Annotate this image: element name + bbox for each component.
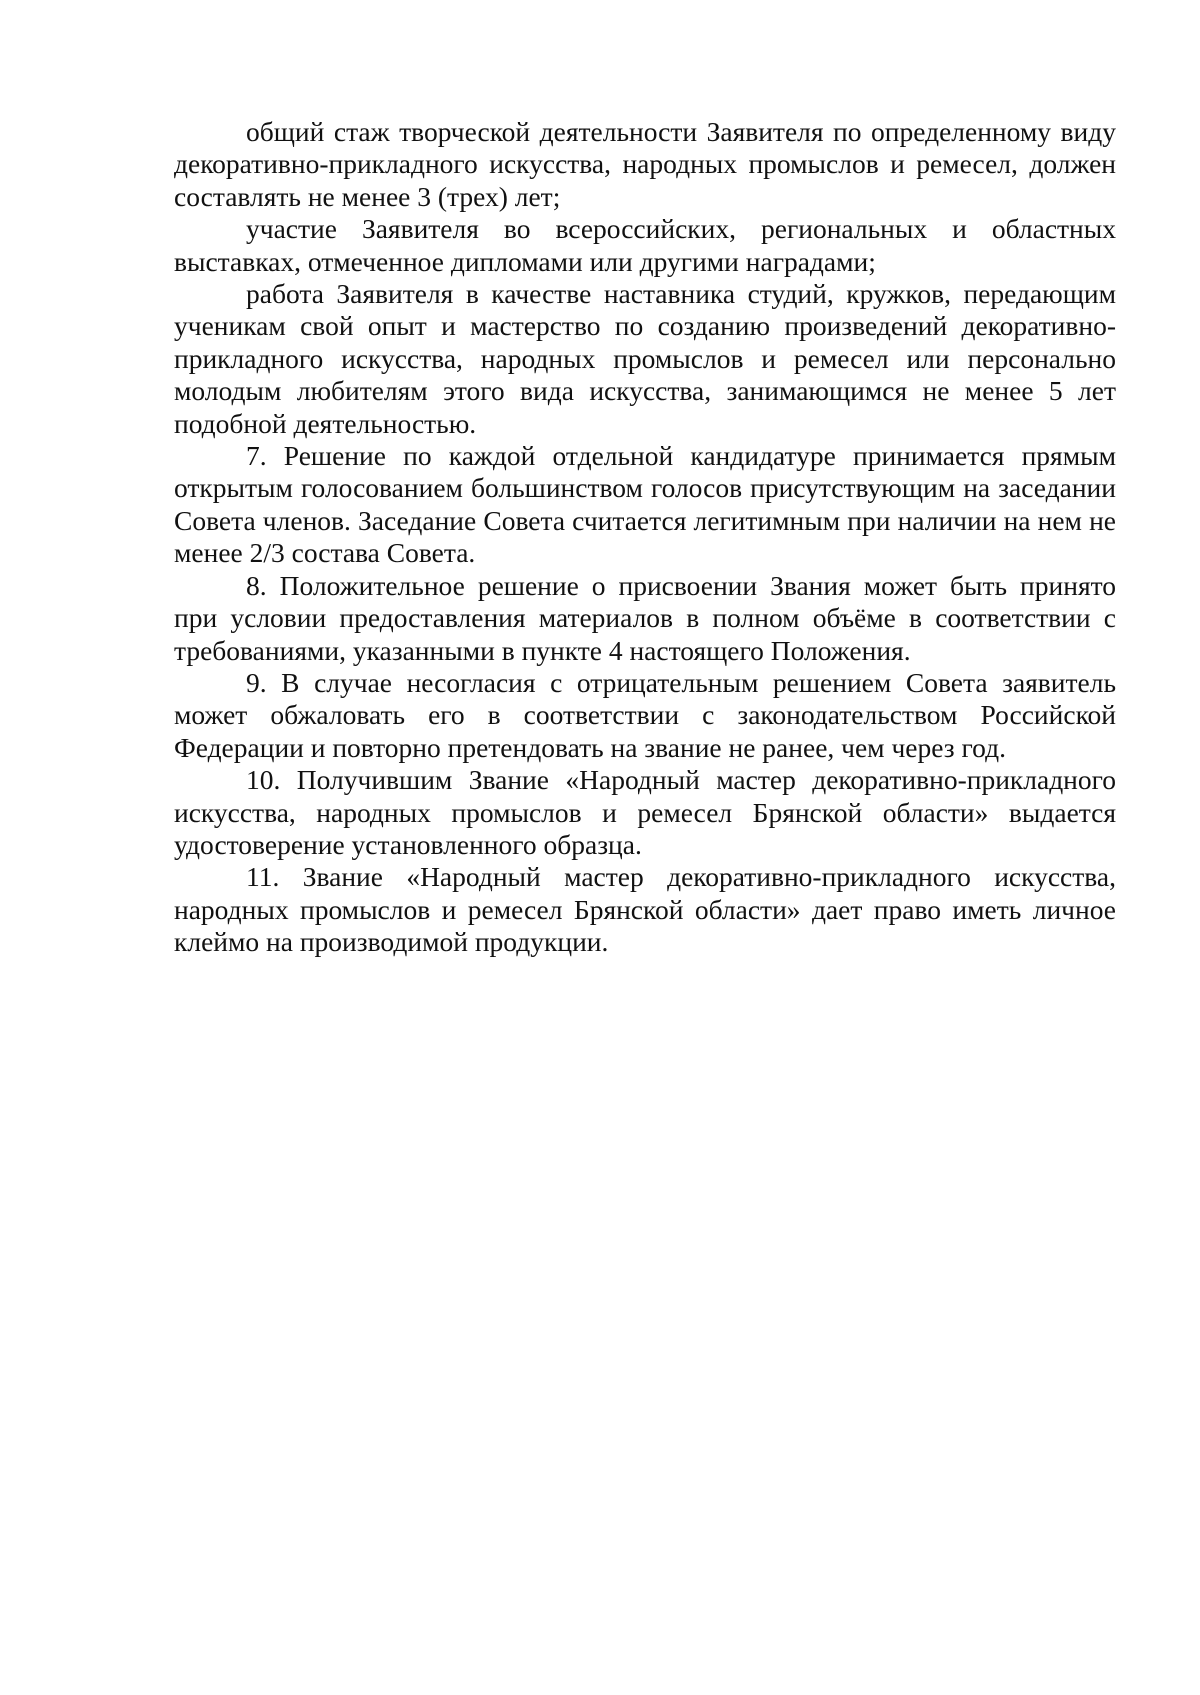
paragraph-item-9: 9. В случае несогласия с отрицательным решением Совета заявитель может обжаловать его в соответствии с законодательством Российской Федерации и повторно претендовать на звание не ранее, чем через год. xyxy=(174,666,1116,763)
paragraph-item-7: 7. Решение по каждой отдельной кандидатуре принимается прямым открытым голосованием большинством голосов присутствующим на заседании Совета членов. Заседание Совета считается легитимным при наличии на нем не менее 2/3 состава Совета. xyxy=(174,440,1116,569)
paragraph-item-8: 8. Положительное решение о присвоении Звания может быть принято при условии предоставления материалов в полном объёме в соответствии с требованиями, указанными в пункте 4 настоящего Положения. xyxy=(174,569,1116,666)
document-body xyxy=(174,116,1116,959)
paragraph-item-11: 11. Звание «Народный мастер декоративно-прикладного искусства, народных промыслов и ремесел Брянской области» дает право иметь личное клеймо на производимой продукции. xyxy=(174,861,1116,958)
paragraph-mentoring: работа Заявителя в качестве наставника студий, кружков, передающим ученикам свой опыт и мастерство по созданию произведений декоративно-прикладного искусства, народных промыслов и ремесел или персонально молодым любителям этого вида искусства, занимающимся не менее 5 лет подобной деятельностью. xyxy=(174,278,1116,439)
paragraph-item-10: 10. Получившим Звание «Народный мастер декоративно-прикладного искусства, народных промыслов и ремесел Брянской области» выдается удостоверение установленного образца. xyxy=(174,764,1116,860)
paragraph-work-experience: общий стаж творческой деятельности Заявителя по определенному виду декоративно-прикладного искусства, народных промыслов и ремесел, должен составлять не менее 3 (трех) лет; xyxy=(174,116,1116,212)
paragraph-exhibitions: участие Заявителя во всероссийских, региональных и областных выставках, отмеченное дипломами или другими наградами; xyxy=(174,213,1116,277)
